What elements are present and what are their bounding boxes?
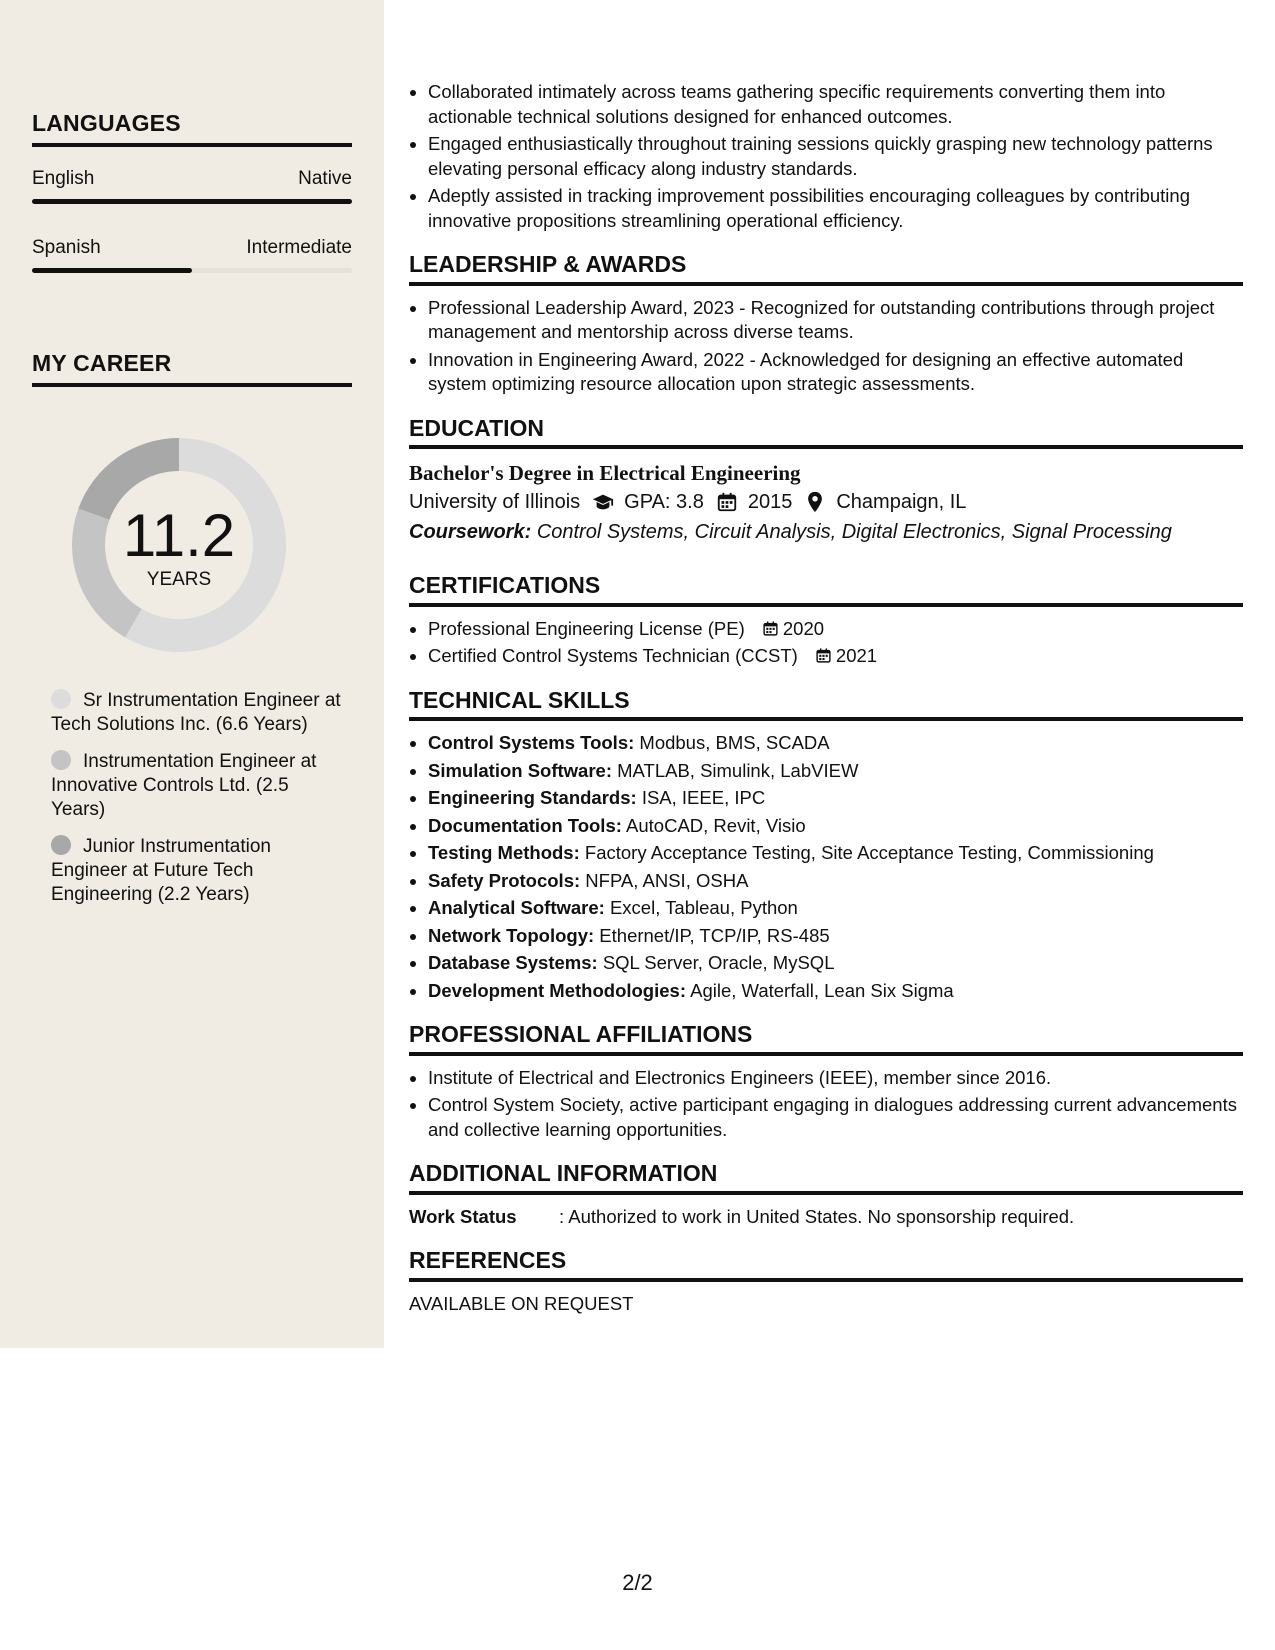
graduation-cap-icon: [592, 491, 614, 513]
coursework-label: Coursework:: [409, 521, 532, 543]
list-item: [428, 759, 1243, 784]
skill-value: Ethernet/IP, TCP/IP, RS-485: [599, 924, 830, 946]
education-gpa: GPA: 3.8: [624, 491, 704, 513]
work-status-label: Work Status: [409, 1205, 517, 1227]
sidebar: [0, 0, 384, 1348]
language-name: English: [32, 168, 95, 189]
career-legend-dot: [51, 689, 71, 709]
section-title-references: REFERENCES: [409, 1248, 1243, 1282]
skill-label: Control Systems Tools:: [428, 732, 635, 753]
list-item: [428, 617, 1243, 642]
education-details: [409, 487, 1243, 517]
skill-value: Excel, Tableau, Python: [609, 897, 798, 918]
certification-year: 2021: [835, 645, 878, 666]
education-coursework: [409, 517, 1243, 547]
list-item: • Engaged enthusiastically throughout training sessions quickly grasping new technology patterns elevating personal efficacy along industry standards.: [428, 132, 1243, 181]
certification-name: Professional Engineering License (PE): [428, 617, 745, 639]
experience-bullets: [409, 80, 1243, 233]
list-item: [428, 924, 1243, 949]
calendar-icon: [716, 491, 738, 513]
list-item: [428, 951, 1243, 976]
leadership-list: [409, 296, 1243, 397]
skill-label: Documentation Tools:: [428, 814, 622, 836]
section-title-affiliations: PROFESSIONAL AFFILIATIONS: [409, 1022, 1243, 1056]
education-school: University of Illinois: [409, 491, 581, 513]
skill-label: Database Systems:: [428, 952, 598, 973]
language-bar-fill: [32, 268, 192, 273]
language-bar-fill: [32, 199, 352, 204]
list-item: • Innovation in Engineering Award, 2022 - Acknowledged for designing an effective automated system optimizing resource allocation upon strategic assessments.: [428, 348, 1243, 397]
certifications-list: [409, 617, 1243, 669]
skill-value: NFPA, ANSI, OSHA: [585, 869, 749, 891]
language-name: Spanish: [32, 237, 101, 258]
calendar-icon: [762, 620, 779, 637]
language-level: Intermediate: [246, 237, 352, 258]
career-item-text: Junior Instrumentation Engineer at Future Tech Engineering (2.2 Years): [51, 836, 271, 905]
skill-label: Development Methodologies:: [428, 979, 686, 1001]
references-text: AVAILABLE ON REQUEST: [409, 1292, 634, 1314]
list-item: [428, 869, 1243, 894]
list-item: • Collaborated intimately across teams gathering specific requirements converting them into actionable technical solutions designed for enhanced outcomes.: [428, 80, 1243, 129]
page-number: 2/2: [622, 1570, 653, 1595]
career-heading: MY CAREER: [32, 350, 352, 387]
language-row-spanish: [32, 237, 352, 261]
main-content: [409, 80, 1243, 1316]
list-item: [428, 644, 1243, 669]
list-item: • Institute of Electrical and Electronics Engineers (IEEE), member since 2016.: [428, 1066, 1243, 1091]
skill-value: ISA, IEEE, IPC: [641, 787, 766, 808]
skills-list: [409, 731, 1243, 1003]
career-legend-dot: [51, 835, 71, 855]
career-item-text: Sr Instrumentation Engineer at Tech Solutions Inc. (6.6 Years): [51, 690, 341, 735]
coursework-text: Control Systems, Circuit Analysis, Digital Electronics, Signal Processing: [536, 521, 1172, 543]
career-total-unit: YEARS: [146, 569, 212, 590]
skill-label: Analytical Software:: [428, 897, 605, 918]
career-item: [51, 750, 341, 822]
section-title-leadership: LEADERSHIP & AWARDS: [409, 252, 1243, 286]
education-location: Champaign, IL: [836, 491, 967, 513]
section-title-education: EDUCATION: [409, 416, 1243, 450]
languages-heading: LANGUAGES: [32, 110, 352, 147]
list-item: [428, 786, 1243, 811]
section-title-skills: TECHNICAL SKILLS: [409, 688, 1243, 722]
skill-value: MATLAB, Simulink, LabVIEW: [617, 759, 859, 781]
list-item: • Professional Leadership Award, 2023 - Recognized for outstanding contributions through project management and mentorship across diverse teams.: [428, 296, 1243, 345]
education-degree: Bachelor's Degree in Electrical Engineering: [409, 461, 801, 485]
skill-value: AutoCAD, Revit, Visio: [626, 814, 806, 836]
career-legend-dot: [51, 750, 71, 770]
skill-label: Network Topology:: [428, 924, 595, 946]
education-year: 2015: [747, 491, 793, 513]
list-item: [428, 814, 1243, 839]
certification-name: Certified Control Systems Technician (CCST): [428, 645, 798, 666]
calendar-icon: [815, 647, 832, 664]
career-total-years: 11.2: [122, 502, 236, 569]
language-row-english: [32, 168, 352, 192]
list-item: [428, 841, 1243, 866]
language-level: Native: [298, 168, 352, 189]
work-status-row: [409, 1205, 1243, 1230]
list-item: [428, 731, 1243, 756]
certification-year: 2020: [782, 617, 825, 639]
work-status-value: : Authorized to work in United States. No sponsorship required.: [559, 1205, 1075, 1227]
skill-label: Testing Methods:: [428, 842, 580, 863]
career-item: [51, 689, 341, 737]
skill-label: Safety Protocols:: [428, 869, 581, 891]
list-item: • Control System Society, active participant engaging in dialogues addressing current advancements and collective learning opportunities.: [428, 1093, 1243, 1142]
affiliations-list: [409, 1066, 1243, 1143]
language-bar-spanish: [32, 268, 352, 273]
location-pin-icon: [804, 491, 826, 513]
list-item: [428, 979, 1243, 1004]
skill-value: Modbus, BMS, SCADA: [639, 732, 830, 753]
list-item: • Adeptly assisted in tracking improvement possibilities encouraging colleagues by contributing innovative propositions streamlining operational efficiency.: [428, 184, 1243, 233]
career-item-text: Instrumentation Engineer at Innovative Controls Ltd. (2.5 Years): [51, 751, 317, 820]
skill-value: SQL Server, Oracle, MySQL: [602, 952, 835, 973]
list-item: [428, 896, 1243, 921]
skill-value: Agile, Waterfall, Lean Six Sigma: [690, 979, 954, 1001]
section-title-additional: ADDITIONAL INFORMATION: [409, 1161, 1243, 1195]
section-title-certifications: CERTIFICATIONS: [409, 573, 1243, 607]
skill-label: Simulation Software:: [428, 759, 612, 781]
skill-label: Engineering Standards:: [428, 787, 637, 808]
career-item: [51, 835, 341, 907]
language-bar-english: [32, 199, 352, 204]
skill-value: Factory Acceptance Testing, Site Acceptance Testing, Commissioning: [584, 842, 1154, 863]
